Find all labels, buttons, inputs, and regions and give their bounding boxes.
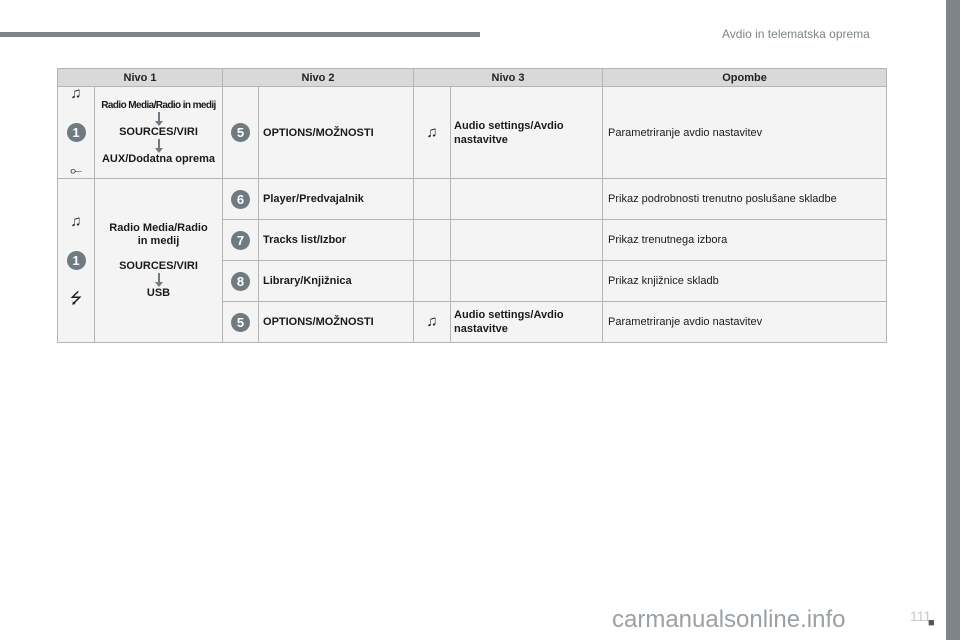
page-section-title: Avdio in telematska oprema bbox=[722, 27, 870, 41]
step-badge: 5 bbox=[231, 123, 250, 142]
aux-plug-icon: ⟜ bbox=[69, 162, 82, 179]
level1-icons-cell bbox=[58, 179, 95, 343]
level1-item: Radio Media/Radio in medij bbox=[101, 100, 216, 111]
level3-icon-cell bbox=[414, 220, 451, 261]
step-badge: 1 bbox=[67, 123, 86, 142]
note-cell: Prikaz podrobnosti trenutno poslušane skladbe bbox=[603, 179, 887, 220]
note-cell: Prikaz trenutnega izbora bbox=[603, 220, 887, 261]
level2-cell: Tracks list/Izbor bbox=[259, 220, 414, 261]
arrow-down-icon bbox=[154, 139, 164, 153]
arrow-down-icon bbox=[154, 273, 164, 287]
level2-badge-cell bbox=[223, 87, 259, 179]
audio-settings-icon: ♫ bbox=[426, 123, 438, 141]
page-number: 111 bbox=[910, 608, 932, 624]
level1-item: USB bbox=[146, 286, 171, 299]
note-cell: Prikaz knjižnice skladb bbox=[603, 261, 887, 302]
level1-cell bbox=[95, 179, 223, 343]
table-row bbox=[58, 87, 887, 179]
level3-icon-cell bbox=[414, 261, 451, 302]
column-header: Nivo 2 bbox=[223, 69, 414, 87]
level2-badge-cell bbox=[223, 220, 259, 261]
level3-cell bbox=[451, 220, 603, 261]
usb-icon: ⭍ bbox=[69, 290, 83, 307]
side-band bbox=[946, 0, 960, 640]
level1-item: SOURCES/VIRI bbox=[119, 126, 198, 138]
level3-cell bbox=[451, 179, 603, 220]
music-note-icon: ♫ bbox=[70, 213, 82, 230]
watermark: carmanualsonline.info bbox=[612, 606, 846, 633]
note-cell: Parametriranje avdio nastavitev bbox=[603, 87, 887, 179]
level3-icon-cell bbox=[414, 302, 451, 343]
header-rule bbox=[0, 32, 480, 37]
step-badge: 1 bbox=[67, 251, 86, 270]
level3-cell: Audio settings/Avdio nastavitve bbox=[451, 87, 603, 179]
table-row bbox=[58, 179, 887, 220]
arrow-down-icon bbox=[154, 112, 164, 126]
note-cell: Parametriranje avdio nastavitev bbox=[603, 302, 887, 343]
level3-icon-cell bbox=[414, 179, 451, 220]
level2-cell: OPTIONS/MOŽNOSTI bbox=[259, 87, 414, 179]
page-marker: ■ bbox=[928, 617, 935, 629]
level1-item: SOURCES/VIRI bbox=[119, 259, 198, 272]
level3-icon-cell bbox=[414, 87, 451, 179]
step-badge: 7 bbox=[231, 231, 250, 250]
step-badge: 6 bbox=[231, 190, 250, 209]
level2-cell: OPTIONS/MOŽNOSTI bbox=[259, 302, 414, 343]
step-badge: 8 bbox=[231, 272, 250, 291]
step-badge: 5 bbox=[231, 313, 250, 332]
level1-icons-cell bbox=[58, 87, 95, 179]
music-note-icon: ♫ bbox=[70, 85, 82, 102]
audio-settings-icon: ♫ bbox=[426, 313, 438, 330]
menu-table bbox=[57, 68, 887, 343]
level2-cell: Library/Knjižnica bbox=[259, 261, 414, 302]
column-header: Nivo 3 bbox=[414, 69, 603, 87]
column-header: Opombe bbox=[603, 69, 887, 87]
level1-item: Radio Media/Radio in medij bbox=[109, 221, 208, 247]
level1-cell bbox=[95, 87, 223, 179]
level2-badge-cell bbox=[223, 302, 259, 343]
level2-badge-cell bbox=[223, 179, 259, 220]
level3-cell bbox=[451, 261, 603, 302]
level2-cell: Player/Predvajalnik bbox=[259, 179, 414, 220]
column-header: Nivo 1 bbox=[58, 69, 223, 87]
level3-cell: Audio settings/Avdio nastavitve bbox=[451, 302, 603, 343]
level2-badge-cell bbox=[223, 261, 259, 302]
table-header-row bbox=[58, 69, 887, 87]
level1-item: AUX/Dodatna oprema bbox=[101, 153, 216, 165]
